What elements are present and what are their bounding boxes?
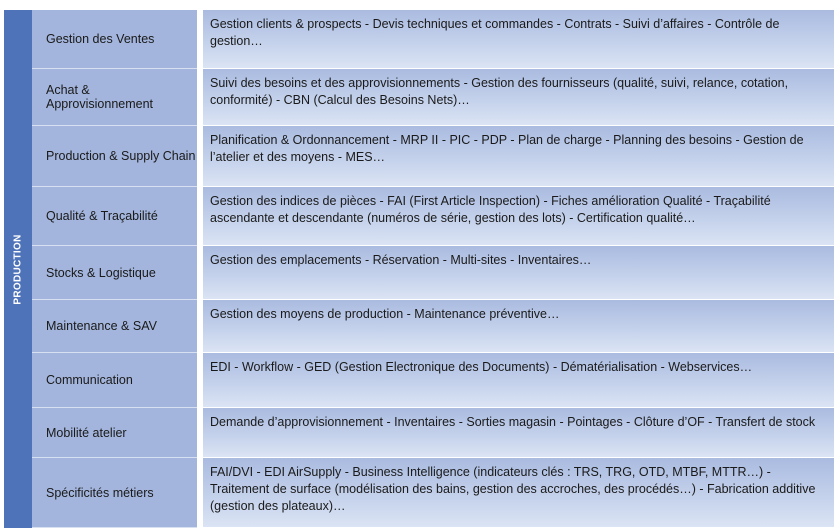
row-description: Planification & Ordonnancement - MRP II - PIC - PDP - Plan de charge - Planning des besoins - Gestion de l’atelier et des moyens - MES…: [203, 126, 834, 187]
row-label: Maintenance & SAV: [32, 300, 197, 353]
table-row: [32, 10, 834, 69]
table-row: [32, 458, 834, 528]
table-row: [32, 353, 834, 408]
production-side-bar: [4, 10, 32, 528]
side-label: PRODUCTION: [12, 233, 24, 305]
row-description: Gestion des indices de pièces - FAI (First Article Inspection) - Fiches amélioration Qualité - Traçabilité ascendante et descendante (numéros de série, gestion des lots) - Certification qualité…: [203, 187, 834, 246]
row-label: Communication: [32, 353, 197, 408]
table-row: [32, 408, 834, 458]
row-label: Qualité & Traçabilité: [32, 187, 197, 246]
row-description: Suivi des besoins et des approvisionnements - Gestion des fournisseurs (qualité, suivi, relance, cotation, conformité) - CBN (Calcul des Besoins Nets)…: [203, 69, 834, 126]
row-label: Spécificités métiers: [32, 458, 197, 528]
row-description: FAI/DVI - EDI AirSupply - Business Intelligence (indicateurs clés : TRS, TRG, OTD, MTBF, MTTR…) - Traitement de surface (modélisation des bains, gestion des accroches, des procédés…) - Fabrication additive (gestion des plateaux)…: [203, 458, 834, 528]
row-label: Achat & Approvisionnement: [32, 69, 197, 126]
row-description: Demande d’approvisionnement - Inventaires - Sorties magasin - Pointages - Clôture d’OF - Transfert de stock: [203, 408, 834, 458]
row-label: Production & Supply Chain: [32, 126, 197, 187]
table-row: [32, 300, 834, 353]
row-description: Gestion clients & prospects - Devis techniques et commandes - Contrats - Suivi d’affaires - Contrôle de gestion…: [203, 10, 834, 69]
row-label: Mobilité atelier: [32, 408, 197, 458]
row-description: EDI - Workflow - GED (Gestion Electronique des Documents) - Dématérialisation - Webservices…: [203, 353, 834, 408]
table-row: [32, 69, 834, 126]
table-row: [32, 187, 834, 246]
row-description: Gestion des moyens de production - Maintenance préventive…: [203, 300, 834, 353]
table-row: [32, 246, 834, 300]
row-description: Gestion des emplacements - Réservation - Multi-sites - Inventaires…: [203, 246, 834, 300]
table-row: [32, 126, 834, 187]
row-label: Gestion des Ventes: [32, 10, 197, 69]
row-label: Stocks & Logistique: [32, 246, 197, 300]
modules-table: [32, 10, 834, 528]
